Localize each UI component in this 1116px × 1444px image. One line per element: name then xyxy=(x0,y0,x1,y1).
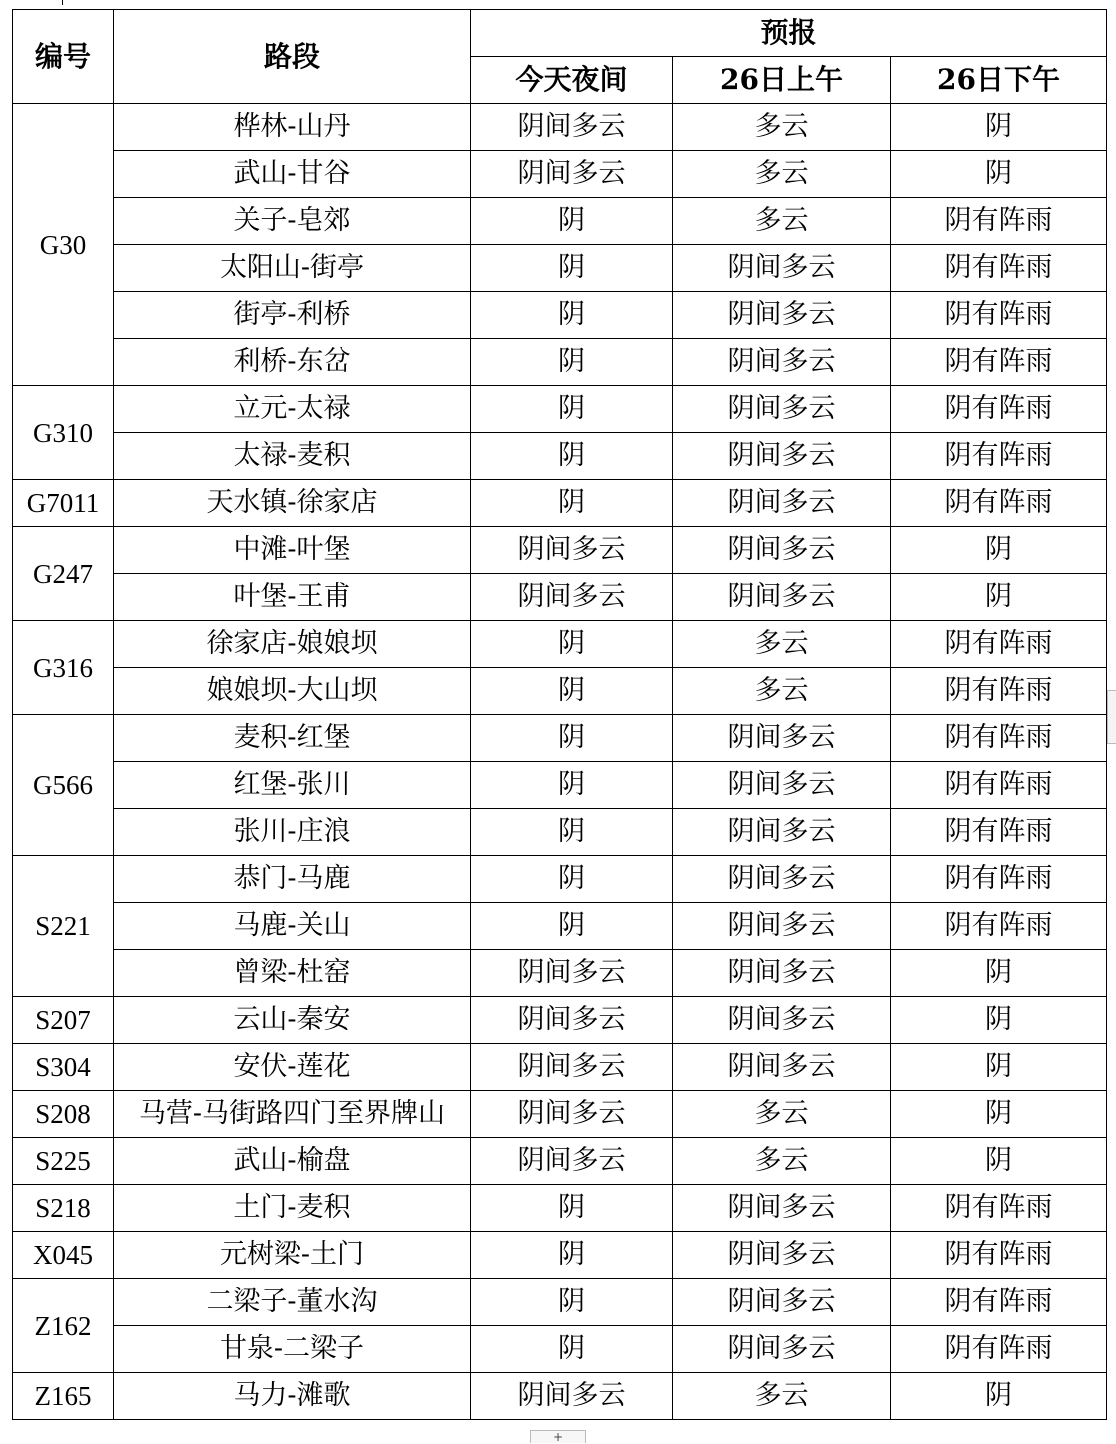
table-row xyxy=(13,1044,1107,1091)
road-segment-cell: 立元-太禄 xyxy=(114,386,471,433)
forecast-26-morning-cell: 阴间多云 xyxy=(673,1326,891,1373)
table-row xyxy=(13,198,1107,245)
road-segment-cell: 利桥-东岔 xyxy=(114,339,471,386)
forecast-26-afternoon-cell: 阴有阵雨 xyxy=(891,433,1107,480)
forecast-26-afternoon-cell: 阴 xyxy=(891,1044,1107,1091)
route-code-cell: S207 xyxy=(13,997,114,1044)
forecast-26-afternoon-cell: 阴有阵雨 xyxy=(891,245,1107,292)
forecast-26-afternoon-cell: 阴有阵雨 xyxy=(891,198,1107,245)
forecast-26-morning-cell: 阴间多云 xyxy=(673,1185,891,1232)
road-segment-cell: 娘娘坝-大山坝 xyxy=(114,668,471,715)
header-period-26-morning: 26日上午 xyxy=(673,57,891,104)
forecast-tonight-cell: 阴间多云 xyxy=(471,1138,673,1185)
forecast-26-morning-cell: 阴间多云 xyxy=(673,1232,891,1279)
route-code-cell: S225 xyxy=(13,1138,114,1185)
forecast-26-afternoon-cell: 阴有阵雨 xyxy=(891,856,1107,903)
forecast-tonight-cell: 阴间多云 xyxy=(471,527,673,574)
table-row xyxy=(13,903,1107,950)
forecast-26-afternoon-cell: 阴有阵雨 xyxy=(891,1279,1107,1326)
road-segment-cell: 武山-甘谷 xyxy=(114,151,471,198)
forecast-26-morning-cell: 阴间多云 xyxy=(673,245,891,292)
add-sheet-button[interactable]: + xyxy=(530,1430,586,1443)
header-road-segment: 路段 xyxy=(114,10,471,104)
table-row xyxy=(13,950,1107,997)
table-row xyxy=(13,151,1107,198)
header-period-tonight: 今天夜间 xyxy=(471,57,673,104)
forecast-26-afternoon-cell: 阴 xyxy=(891,527,1107,574)
forecast-tonight-cell: 阴间多云 xyxy=(471,574,673,621)
road-segment-cell: 元树梁-土门 xyxy=(114,1232,471,1279)
forecast-tonight-cell: 阴间多云 xyxy=(471,1091,673,1138)
table-row xyxy=(13,574,1107,621)
forecast-tonight-cell: 阴 xyxy=(471,856,673,903)
route-code-cell: Z165 xyxy=(13,1373,114,1420)
forecast-tonight-cell: 阴 xyxy=(471,715,673,762)
table-row xyxy=(13,386,1107,433)
forecast-tonight-cell: 阴间多云 xyxy=(471,1373,673,1420)
sheet-top-edge xyxy=(0,0,470,9)
table-row xyxy=(13,1326,1107,1373)
road-segment-cell: 曾梁-杜窑 xyxy=(114,950,471,997)
forecast-26-afternoon-cell: 阴有阵雨 xyxy=(891,1326,1107,1373)
forecast-26-afternoon-cell: 阴有阵雨 xyxy=(891,1185,1107,1232)
forecast-26-morning-cell: 阴间多云 xyxy=(673,856,891,903)
forecast-26-afternoon-cell: 阴有阵雨 xyxy=(891,292,1107,339)
table-row xyxy=(13,762,1107,809)
road-segment-cell: 二梁子-董水沟 xyxy=(114,1279,471,1326)
forecast-tonight-cell: 阴 xyxy=(471,198,673,245)
table-row xyxy=(13,1279,1107,1326)
forecast-26-afternoon-cell: 阴有阵雨 xyxy=(891,480,1107,527)
road-segment-cell: 马营-马街路四门至界牌山 xyxy=(114,1091,471,1138)
road-segment-cell: 麦积-红堡 xyxy=(114,715,471,762)
road-segment-cell: 红堡-张川 xyxy=(114,762,471,809)
forecast-26-morning-cell: 阴间多云 xyxy=(673,950,891,997)
road-segment-cell: 甘泉-二梁子 xyxy=(114,1326,471,1373)
forecast-tonight-cell: 阴 xyxy=(471,245,673,292)
road-segment-cell: 安伏-莲花 xyxy=(114,1044,471,1091)
route-code-cell: S208 xyxy=(13,1091,114,1138)
road-segment-cell: 张川-庄浪 xyxy=(114,809,471,856)
forecast-26-morning-cell: 阴间多云 xyxy=(673,433,891,480)
forecast-tonight-cell: 阴 xyxy=(471,1326,673,1373)
header-code: 编号 xyxy=(13,10,114,104)
cursor-mark xyxy=(62,0,63,5)
table-row xyxy=(13,1091,1107,1138)
road-segment-cell: 武山-榆盘 xyxy=(114,1138,471,1185)
forecast-26-morning-cell: 阴间多云 xyxy=(673,292,891,339)
forecast-26-morning-cell: 多云 xyxy=(673,198,891,245)
forecast-26-afternoon-cell: 阴有阵雨 xyxy=(891,762,1107,809)
table-row xyxy=(13,668,1107,715)
forecast-tonight-cell: 阴 xyxy=(471,668,673,715)
forecast-26-afternoon-cell: 阴有阵雨 xyxy=(891,1232,1107,1279)
table-row xyxy=(13,1232,1107,1279)
table-row xyxy=(13,621,1107,668)
forecast-26-afternoon-cell: 阴有阵雨 xyxy=(891,386,1107,433)
road-segment-cell: 恭门-马鹿 xyxy=(114,856,471,903)
road-segment-cell: 天水镇-徐家店 xyxy=(114,480,471,527)
route-code-cell: G247 xyxy=(13,527,114,621)
forecast-tonight-cell: 阴 xyxy=(471,1232,673,1279)
forecast-tonight-cell: 阴间多云 xyxy=(471,997,673,1044)
forecast-26-afternoon-cell: 阴 xyxy=(891,1373,1107,1420)
table-row xyxy=(13,527,1107,574)
table-row xyxy=(13,809,1107,856)
road-segment-cell: 中滩-叶堡 xyxy=(114,527,471,574)
forecast-26-afternoon-cell: 阴 xyxy=(891,997,1107,1044)
route-code-cell: S218 xyxy=(13,1185,114,1232)
forecast-26-afternoon-cell: 阴 xyxy=(891,151,1107,198)
table-row xyxy=(13,339,1107,386)
road-weather-forecast-table xyxy=(12,9,1107,1420)
route-code-cell: S221 xyxy=(13,856,114,997)
forecast-tonight-cell: 阴 xyxy=(471,762,673,809)
side-scroll-tab[interactable] xyxy=(1107,690,1116,744)
road-segment-cell: 太阳山-街亭 xyxy=(114,245,471,292)
forecast-26-morning-cell: 阴间多云 xyxy=(673,997,891,1044)
forecast-tonight-cell: 阴 xyxy=(471,339,673,386)
forecast-tonight-cell: 阴间多云 xyxy=(471,950,673,997)
road-segment-cell: 马鹿-关山 xyxy=(114,903,471,950)
road-segment-cell: 叶堡-王甫 xyxy=(114,574,471,621)
road-segment-cell: 关子-皂郊 xyxy=(114,198,471,245)
forecast-26-morning-cell: 多云 xyxy=(673,104,891,151)
forecast-26-afternoon-cell: 阴有阵雨 xyxy=(891,809,1107,856)
forecast-26-morning-cell: 阴间多云 xyxy=(673,1044,891,1091)
forecast-26-morning-cell: 多云 xyxy=(673,621,891,668)
table-row xyxy=(13,480,1107,527)
road-segment-cell: 马力-滩歌 xyxy=(114,1373,471,1420)
forecast-tonight-cell: 阴 xyxy=(471,480,673,527)
header-forecast: 预报 xyxy=(471,10,1107,57)
forecast-tonight-cell: 阴间多云 xyxy=(471,104,673,151)
forecast-26-morning-cell: 多云 xyxy=(673,151,891,198)
forecast-26-morning-cell: 多云 xyxy=(673,668,891,715)
road-segment-cell: 街亭-利桥 xyxy=(114,292,471,339)
forecast-26-afternoon-cell: 阴 xyxy=(891,1091,1107,1138)
forecast-tonight-cell: 阴 xyxy=(471,386,673,433)
route-code-cell: G316 xyxy=(13,621,114,715)
forecast-26-morning-cell: 阴间多云 xyxy=(673,386,891,433)
table-row xyxy=(13,245,1107,292)
forecast-tonight-cell: 阴 xyxy=(471,621,673,668)
forecast-tonight-cell: 阴 xyxy=(471,809,673,856)
table-row xyxy=(13,997,1107,1044)
route-code-cell: X045 xyxy=(13,1232,114,1279)
forecast-26-morning-cell: 阴间多云 xyxy=(673,1279,891,1326)
forecast-26-afternoon-cell: 阴有阵雨 xyxy=(891,903,1107,950)
route-code-cell: G30 xyxy=(13,104,114,386)
table-row xyxy=(13,1185,1107,1232)
forecast-tonight-cell: 阴 xyxy=(471,1279,673,1326)
table-body xyxy=(13,104,1107,1420)
forecast-26-afternoon-cell: 阴 xyxy=(891,574,1107,621)
road-segment-cell: 太禄-麦积 xyxy=(114,433,471,480)
forecast-26-afternoon-cell: 阴有阵雨 xyxy=(891,339,1107,386)
route-code-cell: Z162 xyxy=(13,1279,114,1373)
road-segment-cell: 徐家店-娘娘坝 xyxy=(114,621,471,668)
forecast-26-morning-cell: 阴间多云 xyxy=(673,574,891,621)
road-segment-cell: 土门-麦积 xyxy=(114,1185,471,1232)
forecast-26-morning-cell: 阴间多云 xyxy=(673,903,891,950)
forecast-tonight-cell: 阴 xyxy=(471,292,673,339)
road-segment-cell: 云山-秦安 xyxy=(114,997,471,1044)
forecast-tonight-cell: 阴 xyxy=(471,433,673,480)
table-row xyxy=(13,104,1107,151)
forecast-tonight-cell: 阴 xyxy=(471,1185,673,1232)
forecast-26-afternoon-cell: 阴 xyxy=(891,1138,1107,1185)
route-code-cell: G7011 xyxy=(13,480,114,527)
table-row xyxy=(13,433,1107,480)
header-period-26-afternoon: 26日下午 xyxy=(891,57,1107,104)
table-row xyxy=(13,856,1107,903)
forecast-26-afternoon-cell: 阴有阵雨 xyxy=(891,668,1107,715)
table-header xyxy=(13,10,1107,104)
table-row xyxy=(13,715,1107,762)
route-code-cell: G310 xyxy=(13,386,114,480)
forecast-tonight-cell: 阴间多云 xyxy=(471,151,673,198)
route-code-cell: S304 xyxy=(13,1044,114,1091)
forecast-26-morning-cell: 多云 xyxy=(673,1373,891,1420)
forecast-26-morning-cell: 阴间多云 xyxy=(673,480,891,527)
forecast-26-morning-cell: 阴间多云 xyxy=(673,809,891,856)
forecast-tonight-cell: 阴间多云 xyxy=(471,1044,673,1091)
forecast-26-afternoon-cell: 阴有阵雨 xyxy=(891,715,1107,762)
forecast-26-morning-cell: 阴间多云 xyxy=(673,715,891,762)
forecast-26-morning-cell: 多云 xyxy=(673,1138,891,1185)
forecast-26-afternoon-cell: 阴 xyxy=(891,104,1107,151)
forecast-26-morning-cell: 多云 xyxy=(673,1091,891,1138)
road-segment-cell: 桦林-山丹 xyxy=(114,104,471,151)
forecast-tonight-cell: 阴 xyxy=(471,903,673,950)
forecast-26-afternoon-cell: 阴有阵雨 xyxy=(891,621,1107,668)
forecast-26-morning-cell: 阴间多云 xyxy=(673,527,891,574)
table-row xyxy=(13,1373,1107,1420)
forecast-26-morning-cell: 阴间多云 xyxy=(673,339,891,386)
route-code-cell: G566 xyxy=(13,715,114,856)
forecast-26-morning-cell: 阴间多云 xyxy=(673,762,891,809)
table-row xyxy=(13,292,1107,339)
forecast-26-afternoon-cell: 阴 xyxy=(891,950,1107,997)
table-row xyxy=(13,1138,1107,1185)
